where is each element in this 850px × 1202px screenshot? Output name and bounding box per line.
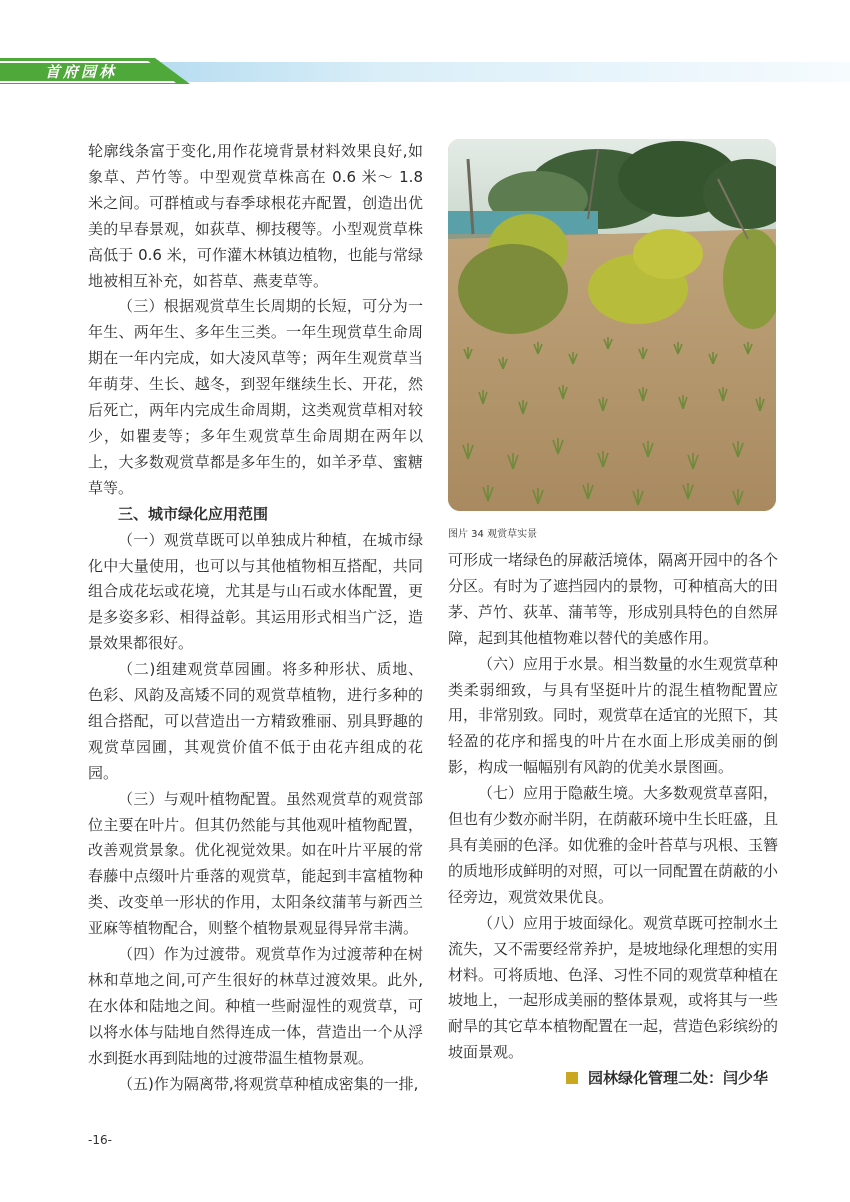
magazine-title: 首府园林 <box>45 63 118 81</box>
paragraph: （八）应用于坡面绿化。观赏草既可控制水土流失，又不需要经常养护，是坡地绿化理想的实用材料。可将质地、色泽、习性不同的观赏草种植在坡地上，一起形成美丽的整体景观，或将其与一些耐旱的其它草本植物配置在一起，营造色彩缤纷的坡面景观。 <box>448 913 779 1062</box>
paragraph: （七）应用于隐蔽生境。大多数观赏草喜阳，但也有少数亦耐半阴，在荫蔽环境中生长旺盛，且具有美丽的色泽。如优雅的金叶苔草与巩根、玉簪的质地形成鲜明的对照，可以一同配置在荫蔽的小径旁边，观赏效果优良。 <box>448 784 779 906</box>
section-heading: 三、城市绿化应用范围 <box>118 504 269 523</box>
page-number: -16- <box>88 1133 112 1147</box>
byline-text: 园林绿化管理二处：闫少华 <box>588 1069 769 1087</box>
right-column <box>448 548 778 1066</box>
paragraph: （五)作为隔离带,将观赏草种植成密集的一排, <box>118 1074 419 1093</box>
paragraph: （三）根据观赏草生长周期的长短，可分为一年生、两年生、多年生三类。一年生现赏草生命周期在一年内完成，如大凌风草等；两年生观赏草当年萌芽、生长、越冬，到翌年继续生长、开花，然后死亡，两年内完成生命周期，这类观赏草相对较少，如瞿麦等；多年生观赏草生命周期在两年以上，大多数观赏草都是多年生的，如羊矛草、蜜糖草等。 <box>88 297 423 497</box>
paragraph: 轮廓线条富于变化,用作花境背景材料效果良好,如象草、芦竹等。中型观赏草株高在 0.6 米～ 1.8 米之间。可群植或与春季球根花卉配置，创造出优美的早春景观，如荻草、柳技稷等。小型观赏草株高低于 0.6 米，可作灌木林镇边植物，也能与常绿地被相互补充，如苔草、燕麦草等。 <box>88 142 423 290</box>
figure-caption: 图片 34 观赏草实景 <box>448 529 538 540</box>
paragraph: （二)组建观赏草园圃。将多种形状、质地、色彩、风韵及高矮不同的观赏草植物，进行多种的组合搭配，可以营造出一方精致雅丽、别具野趣的观赏草园圃，其观赏价值不低于由花卉组成的花园。 <box>88 660 423 782</box>
byline-marker <box>566 1072 578 1084</box>
ornamental-grass-photo <box>448 139 776 511</box>
author-byline <box>566 1067 768 1088</box>
left-column <box>88 139 423 1098</box>
paragraph: （一）观赏草既可以单独成片种植，在城市绿化中大量使用，也可以与其他植物相互搭配，共同组合成花坛或花境，尤其是与山石或水体配置，更是多姿多彩、相得益彰。其运用形式相当广泛，造景效果都很好。 <box>88 530 423 653</box>
paragraph: （三）与观叶植物配置。虽然观赏草的观赏部位主要在叶片。但其仍然能与其他观叶植物配置，改善观赏景象。优化视觉效果。如在叶片平展的常春藤中点缀叶片垂落的观赏草，能起到丰富植物种类、改变单一形状的作用，太阳条纹蒲苇与新西兰亚麻等植物配合，则整个植物景观显得异常丰满。 <box>88 789 423 938</box>
paragraph: （六）应用于水景。相当数量的水生观赏草种类柔弱细致，与具有坚挺叶片的混生植物配置应用，非常别致。同时，观赏草在适宜的光照下，其轻盈的花序和摇曳的叶片在水面上形成美丽的倒影，构成一幅幅别有风韵的优美水景图画。 <box>448 654 779 777</box>
paragraph: 可形成一堵绿色的屏蔽活境体，隔离开园中的各个分区。有时为了遮挡园内的景物，可种植高大的田茅、芦竹、荻革、蒲苇等，形成别具特色的自然屏障，起到其他植物难以替代的美感作用。 <box>448 551 779 647</box>
paragraph: （四）作为过渡带。观赏草作为过渡蒂种在树林和草地之间,可产生很好的林草过渡效果。此外,在水体和陆地之间。种植一些耐湿性的观赏草，可以将水体与陆地自然得连成一体，营造出一个从浮水到挺水再到陆地的过渡带温生植物景观。 <box>88 945 423 1067</box>
